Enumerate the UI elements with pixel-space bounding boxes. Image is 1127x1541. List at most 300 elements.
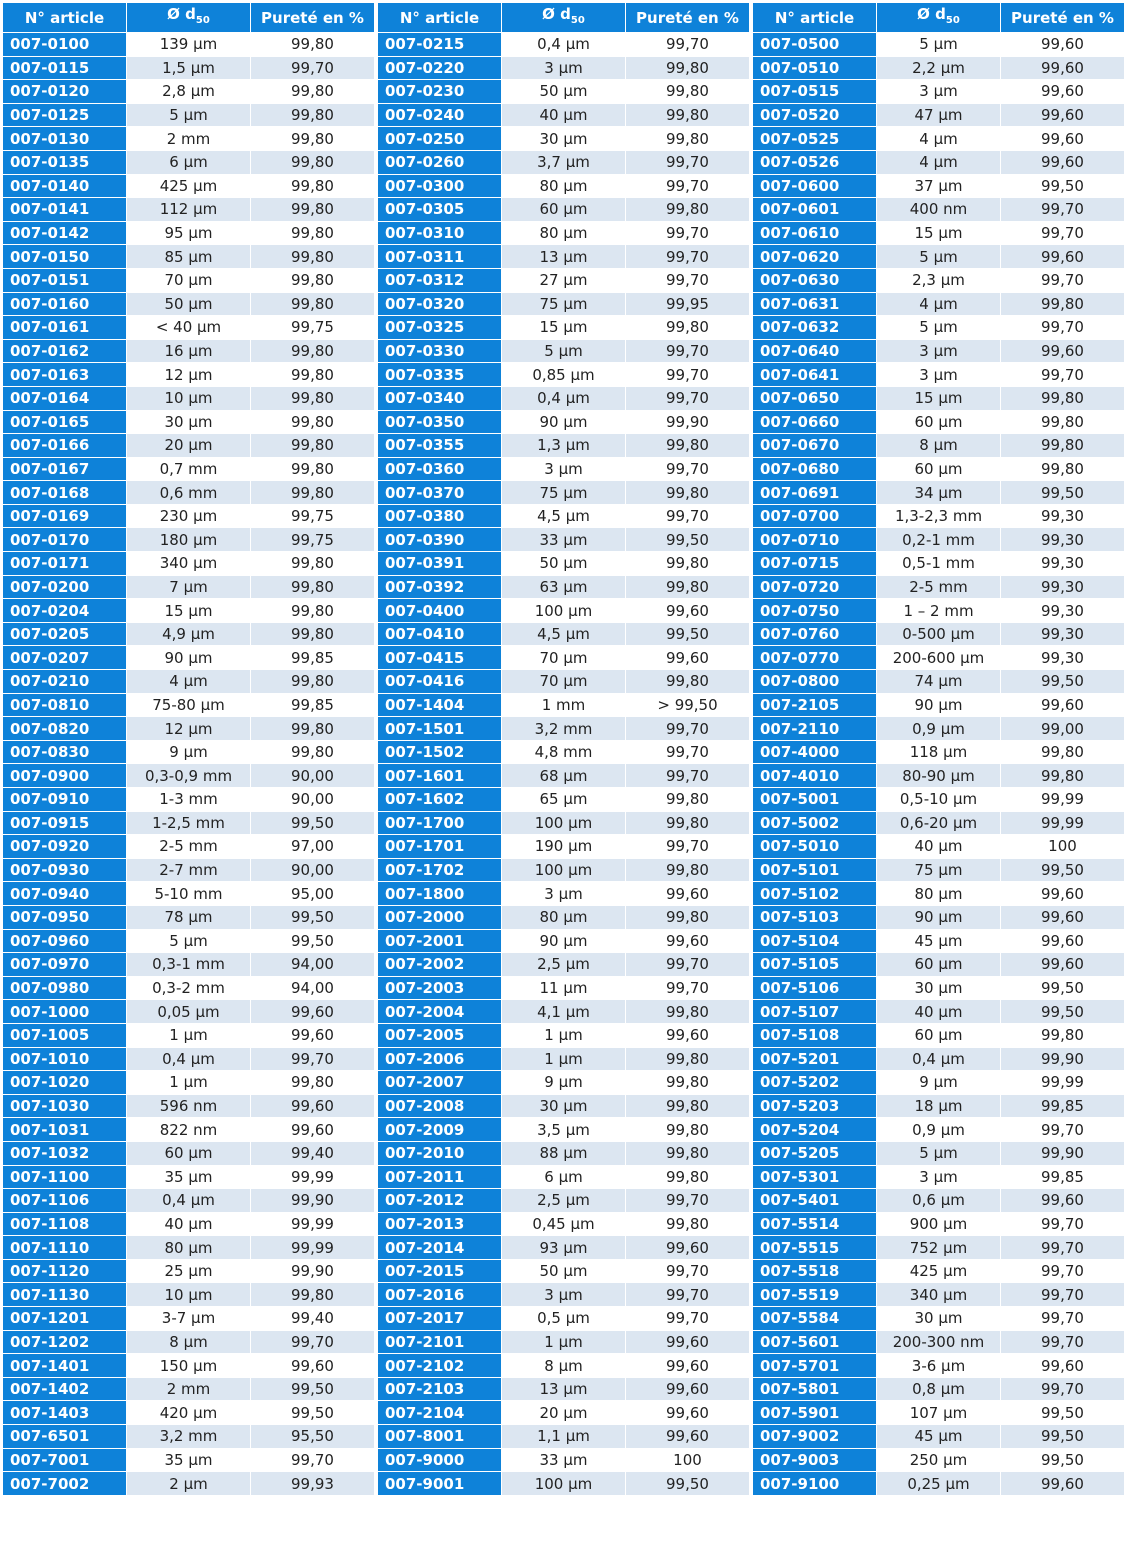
purity-cell: 99,00 [1001,717,1125,741]
diameter-cell: 18 µm [877,1094,1001,1118]
diameter-cell: 30 µm [127,410,251,434]
table-row [753,1141,1125,1165]
purity-cell: 99,80 [1001,1023,1125,1047]
article-number-cell: 007-5203 [753,1094,877,1118]
purity-cell: 99,60 [626,1236,750,1260]
diameter-cell: 30 µm [877,976,1001,1000]
purity-cell: 99,80 [626,1141,750,1165]
purity-cell: 99,60 [1001,905,1125,929]
diameter-cell: 35 µm [127,1165,251,1189]
table-row [753,457,1125,481]
article-number-cell: 007-0620 [753,245,877,269]
purity-cell: 99,70 [626,33,750,57]
diameter-cell: 4,5 µm [502,622,626,646]
purity-cell: 99,80 [1001,292,1125,316]
purity-cell: 99,80 [251,575,375,599]
table-row [3,1259,375,1283]
table-row [378,599,750,623]
diameter-cell: 100 µm [502,599,626,623]
article-number-cell: 007-0320 [378,292,502,316]
diameter-cell: 0,6-20 µm [877,811,1001,835]
table-row [378,575,750,599]
purity-cell: 99,80 [251,174,375,198]
diameter-cell: 37 µm [877,174,1001,198]
article-number-cell: 007-1005 [3,1023,127,1047]
article-number-cell: 007-0515 [753,80,877,104]
diameter-cell: 3,5 µm [502,1118,626,1142]
article-number-cell: 007-0360 [378,457,502,481]
diameter-cell: 2-7 mm [127,858,251,882]
header-diameter-subscript: 50 [195,15,210,26]
diameter-cell: 180 µm [127,528,251,552]
purity-cell: 99,50 [1001,670,1125,694]
article-number-cell: 007-1106 [3,1189,127,1213]
purity-cell: 99,70 [626,1189,750,1213]
purity-cell: 99,75 [251,316,375,340]
article-number-cell: 007-0142 [3,221,127,245]
diameter-cell: 16 µm [127,339,251,363]
purity-cell: 99,70 [251,1448,375,1472]
diameter-cell: 63 µm [502,575,626,599]
diameter-cell: 8 µm [877,434,1001,458]
table-row [3,599,375,623]
table-row [753,386,1125,410]
article-number-cell: 007-0311 [378,245,502,269]
article-number-cell: 007-2016 [378,1283,502,1307]
diameter-cell: 80 µm [502,905,626,929]
table-row [378,56,750,80]
table-row [753,1236,1125,1260]
article-number-cell: 007-6501 [3,1425,127,1449]
table-row [3,245,375,269]
purity-cell: 99,70 [626,504,750,528]
purity-cell: 99,60 [1001,339,1125,363]
purity-cell: 99,30 [1001,622,1125,646]
purity-cell: 99,40 [251,1141,375,1165]
article-number-cell: 007-5002 [753,811,877,835]
table-row [378,811,750,835]
purity-cell: 99,50 [1001,1000,1125,1024]
diameter-cell: 11 µm [502,976,626,1000]
purity-cell: 99,60 [1001,103,1125,127]
article-number-cell: 007-0900 [3,764,127,788]
article-number-cell: 007-0525 [753,127,877,151]
diameter-cell: 27 µm [502,268,626,292]
article-number-cell: 007-0960 [3,929,127,953]
table-row [378,1047,750,1071]
table-row [3,1307,375,1331]
table-row [3,1330,375,1354]
table-row [3,481,375,505]
table-row [3,764,375,788]
purity-cell: 99,75 [251,528,375,552]
diameter-cell: 6 µm [502,1165,626,1189]
table-row [378,268,750,292]
diameter-cell: 0,3-1 mm [127,953,251,977]
table-row [378,1118,750,1142]
purity-cell: 99,80 [626,811,750,835]
table-row [753,552,1125,576]
diameter-cell: 70 µm [127,268,251,292]
purity-cell: 99,80 [251,552,375,576]
table-row [378,80,750,104]
table-row [378,670,750,694]
purity-cell: 99,70 [1001,1330,1125,1354]
diameter-cell: 50 µm [502,80,626,104]
diameter-cell: 80-90 µm [877,764,1001,788]
diameter-cell: 70 µm [502,646,626,670]
diameter-cell: 35 µm [127,1448,251,1472]
table-row [378,552,750,576]
table-row [753,1023,1125,1047]
article-number-cell: 007-7002 [3,1472,127,1496]
article-number-cell: 007-0691 [753,481,877,505]
purity-cell: 99,60 [251,1118,375,1142]
purity-cell: 99,70 [626,386,750,410]
article-number-cell: 007-0680 [753,457,877,481]
purity-cell: 99,80 [251,740,375,764]
table-row [378,905,750,929]
purity-cell: 99,60 [1001,1472,1125,1496]
table-row [378,386,750,410]
diameter-cell: 1 µm [502,1330,626,1354]
diameter-cell: 1 µm [127,1071,251,1095]
table-row [3,670,375,694]
diameter-cell: 420 µm [127,1401,251,1425]
article-number-cell: 007-0310 [378,221,502,245]
table-row [3,434,375,458]
article-number-cell: 007-7001 [3,1448,127,1472]
header-diameter-label: Ø d [917,5,946,23]
purity-cell: 99,80 [626,1094,750,1118]
diameter-cell: 15 µm [877,386,1001,410]
diameter-cell: 0-500 µm [877,622,1001,646]
diameter-cell: 822 nm [127,1118,251,1142]
diameter-cell: 5 µm [877,245,1001,269]
purity-cell: 99,80 [251,268,375,292]
article-number-cell: 007-1601 [378,764,502,788]
article-number-cell: 007-2006 [378,1047,502,1071]
table-row [378,1023,750,1047]
table-row [753,953,1125,977]
article-number-cell: 007-2003 [378,976,502,1000]
purity-cell: 99,80 [626,103,750,127]
diameter-cell: 7 µm [127,575,251,599]
article-number-cell: 007-5104 [753,929,877,953]
article-number-cell: 007-0160 [3,292,127,316]
purity-cell: 99,50 [1001,174,1125,198]
diameter-cell: 12 µm [127,717,251,741]
article-number-cell: 007-2104 [378,1401,502,1425]
article-number-cell: 007-5102 [753,882,877,906]
purity-cell: 94,00 [251,976,375,1000]
diameter-cell: 8 µm [127,1330,251,1354]
article-number-cell: 007-0800 [753,670,877,694]
table-row [753,245,1125,269]
table-row [378,363,750,387]
article-number-cell: 007-2002 [378,953,502,977]
table-row [378,1472,750,1496]
article-number-cell: 007-5101 [753,858,877,882]
article-number-cell: 007-9001 [378,1472,502,1496]
purity-cell: 99,80 [626,80,750,104]
table-row [3,221,375,245]
purity-cell: 99,70 [626,740,750,764]
table-row [378,858,750,882]
purity-cell: 99,30 [1001,504,1125,528]
table-row [753,717,1125,741]
article-number-cell: 007-0631 [753,292,877,316]
table-row [753,811,1125,835]
diameter-cell: 90 µm [502,410,626,434]
table-row [3,1189,375,1213]
article-number-cell: 007-0120 [3,80,127,104]
article-number-cell: 007-1100 [3,1165,127,1189]
table-row [378,316,750,340]
table-row [3,1401,375,1425]
purity-cell: 90,00 [251,764,375,788]
diameter-cell: 0,3-2 mm [127,976,251,1000]
diameter-cell: 65 µm [502,788,626,812]
article-number-cell: 007-1130 [3,1283,127,1307]
table-row [378,1448,750,1472]
article-number-cell: 007-0166 [3,434,127,458]
diameter-cell: 0,6 µm [877,1189,1001,1213]
diameter-cell: 20 µm [502,1401,626,1425]
diameter-cell: 100 µm [502,1472,626,1496]
article-number-cell: 007-5401 [753,1189,877,1213]
article-number-cell: 007-5107 [753,1000,877,1024]
diameter-cell: 1 – 2 mm [877,599,1001,623]
purity-cell: 99,80 [251,221,375,245]
purity-cell: 99,80 [626,198,750,222]
table-row [3,858,375,882]
table-row [753,56,1125,80]
diameter-cell: 2,2 µm [877,56,1001,80]
table-row [753,528,1125,552]
purity-cell: 99,70 [626,835,750,859]
article-number-cell: 007-0410 [378,622,502,646]
purity-cell: 99,70 [626,150,750,174]
table-row [378,245,750,269]
table-row [753,1189,1125,1213]
purity-cell: 99,50 [1001,1448,1125,1472]
diameter-cell: 50 µm [502,1259,626,1283]
purity-cell: 99,60 [1001,1354,1125,1378]
article-number-cell: 007-0370 [378,481,502,505]
purity-cell: 99,70 [251,1330,375,1354]
diameter-cell: 30 µm [502,127,626,151]
diameter-cell: 25 µm [127,1259,251,1283]
table-row [378,788,750,812]
article-number-cell: 007-2001 [378,929,502,953]
purity-cell: 99,90 [1001,1141,1125,1165]
article-number-cell: 007-0169 [3,504,127,528]
diameter-cell: 3 µm [877,339,1001,363]
purity-cell: 100 [1001,835,1125,859]
purity-cell: 99,50 [251,929,375,953]
table-row [3,1118,375,1142]
table-row [753,1425,1125,1449]
purity-cell: 99,80 [626,858,750,882]
diameter-cell: 100 µm [502,858,626,882]
purity-cell: 99,70 [626,457,750,481]
diameter-cell: 90 µm [502,929,626,953]
table-row [3,1047,375,1071]
table-row [378,693,750,717]
table-row [753,103,1125,127]
article-number-cell: 007-0940 [3,882,127,906]
purity-cell: 99,50 [1001,481,1125,505]
diameter-cell: 0,9 µm [877,1118,1001,1142]
purity-cell: 99,85 [251,646,375,670]
article-number-cell: 007-0391 [378,552,502,576]
purity-cell: 99,30 [1001,646,1125,670]
diameter-cell: 5 µm [877,1141,1001,1165]
table-row [3,788,375,812]
table-row [753,339,1125,363]
diameter-cell: 60 µm [127,1141,251,1165]
table-row [753,410,1125,434]
diameter-cell: 78 µm [127,905,251,929]
diameter-cell: 60 µm [877,410,1001,434]
table-row [753,1472,1125,1496]
table-row [378,174,750,198]
article-number-cell: 007-0830 [3,740,127,764]
article-number-cell: 007-9000 [378,1448,502,1472]
table-row [3,1354,375,1378]
purity-cell: 99,60 [626,1023,750,1047]
product-table-column-3 [752,2,1125,1496]
purity-cell: 99,60 [1001,56,1125,80]
article-number-cell: 007-0520 [753,103,877,127]
table-row [3,80,375,104]
article-number-cell: 007-1010 [3,1047,127,1071]
article-number-cell: 007-0141 [3,198,127,222]
table-row [753,575,1125,599]
purity-cell: 99,70 [251,1047,375,1071]
diameter-cell: 5-10 mm [127,882,251,906]
diameter-cell: 40 µm [877,835,1001,859]
diameter-cell: 340 µm [877,1283,1001,1307]
purity-cell: 94,00 [251,953,375,977]
table-row [3,976,375,1000]
table-row [378,150,750,174]
article-number-cell: 007-0710 [753,528,877,552]
diameter-cell: 2 mm [127,127,251,151]
table-row [378,221,750,245]
diameter-cell: 0,6 mm [127,481,251,505]
diameter-cell: 0,9 µm [877,717,1001,741]
diameter-cell: 3 µm [877,80,1001,104]
diameter-cell: 60 µm [877,953,1001,977]
article-number-cell: 007-2017 [378,1307,502,1331]
purity-cell: 99,80 [251,670,375,694]
diameter-cell: 13 µm [502,1377,626,1401]
purity-cell: > 99,50 [626,693,750,717]
article-number-cell: 007-5001 [753,788,877,812]
table-row [3,174,375,198]
table-row [3,882,375,906]
purity-cell: 99,50 [626,622,750,646]
table-row [3,1141,375,1165]
diameter-cell: 80 µm [127,1236,251,1260]
article-number-cell: 007-0970 [3,953,127,977]
table-row [753,268,1125,292]
diameter-cell: 0,8 µm [877,1377,1001,1401]
table-row [3,103,375,127]
purity-cell: 99,50 [1001,1425,1125,1449]
diameter-cell: 1,3 µm [502,434,626,458]
purity-cell: 99,70 [626,339,750,363]
purity-cell: 99,70 [1001,268,1125,292]
table-row [753,316,1125,340]
article-number-cell: 007-2101 [378,1330,502,1354]
article-number-cell: 007-2009 [378,1118,502,1142]
article-number-cell: 007-1000 [3,1000,127,1024]
purity-cell: 99,99 [1001,811,1125,835]
header-diameter [127,3,251,33]
diameter-cell: 4,1 µm [502,1000,626,1024]
table-row [378,764,750,788]
diameter-cell: 1 mm [502,693,626,717]
product-table-column-2 [377,2,750,1496]
purity-cell: 99,70 [1001,1212,1125,1236]
table-row [3,740,375,764]
purity-cell: 99,60 [1001,929,1125,953]
table-row [753,740,1125,764]
diameter-cell: 1,3-2,3 mm [877,504,1001,528]
purity-cell: 99,80 [626,434,750,458]
diameter-cell: 425 µm [127,174,251,198]
diameter-cell: 40 µm [502,103,626,127]
article-number-cell: 007-0670 [753,434,877,458]
diameter-cell: 15 µm [502,316,626,340]
diameter-cell: 34 µm [877,481,1001,505]
article-number-cell: 007-2110 [753,717,877,741]
diameter-cell: 8 µm [502,1354,626,1378]
diameter-cell: 3-6 µm [877,1354,1001,1378]
article-number-cell: 007-0700 [753,504,877,528]
diameter-cell: 93 µm [502,1236,626,1260]
purity-cell: 99,80 [251,1283,375,1307]
article-number-cell: 007-0215 [378,33,502,57]
purity-cell: 99,70 [1001,1307,1125,1331]
diameter-cell: 6 µm [127,150,251,174]
article-number-cell: 007-1031 [3,1118,127,1142]
table-row [3,1165,375,1189]
article-number-cell: 007-1020 [3,1071,127,1095]
diameter-cell: 90 µm [877,693,1001,717]
table-row [753,1165,1125,1189]
table-row [753,693,1125,717]
diameter-cell: 3-7 µm [127,1307,251,1331]
diameter-cell: 0,4 µm [502,386,626,410]
table-row [378,1094,750,1118]
diameter-cell: 4 µm [877,292,1001,316]
purity-cell: 99,85 [1001,1165,1125,1189]
article-number-cell: 007-5202 [753,1071,877,1095]
article-number-cell: 007-0260 [378,150,502,174]
purity-cell: 99,60 [251,1000,375,1024]
table-row [753,858,1125,882]
purity-cell: 99,80 [1001,740,1125,764]
header-article: N° article [378,3,502,33]
header-row [753,3,1125,33]
table-row [3,1000,375,1024]
article-number-cell: 007-0151 [3,268,127,292]
article-number-cell: 007-0312 [378,268,502,292]
